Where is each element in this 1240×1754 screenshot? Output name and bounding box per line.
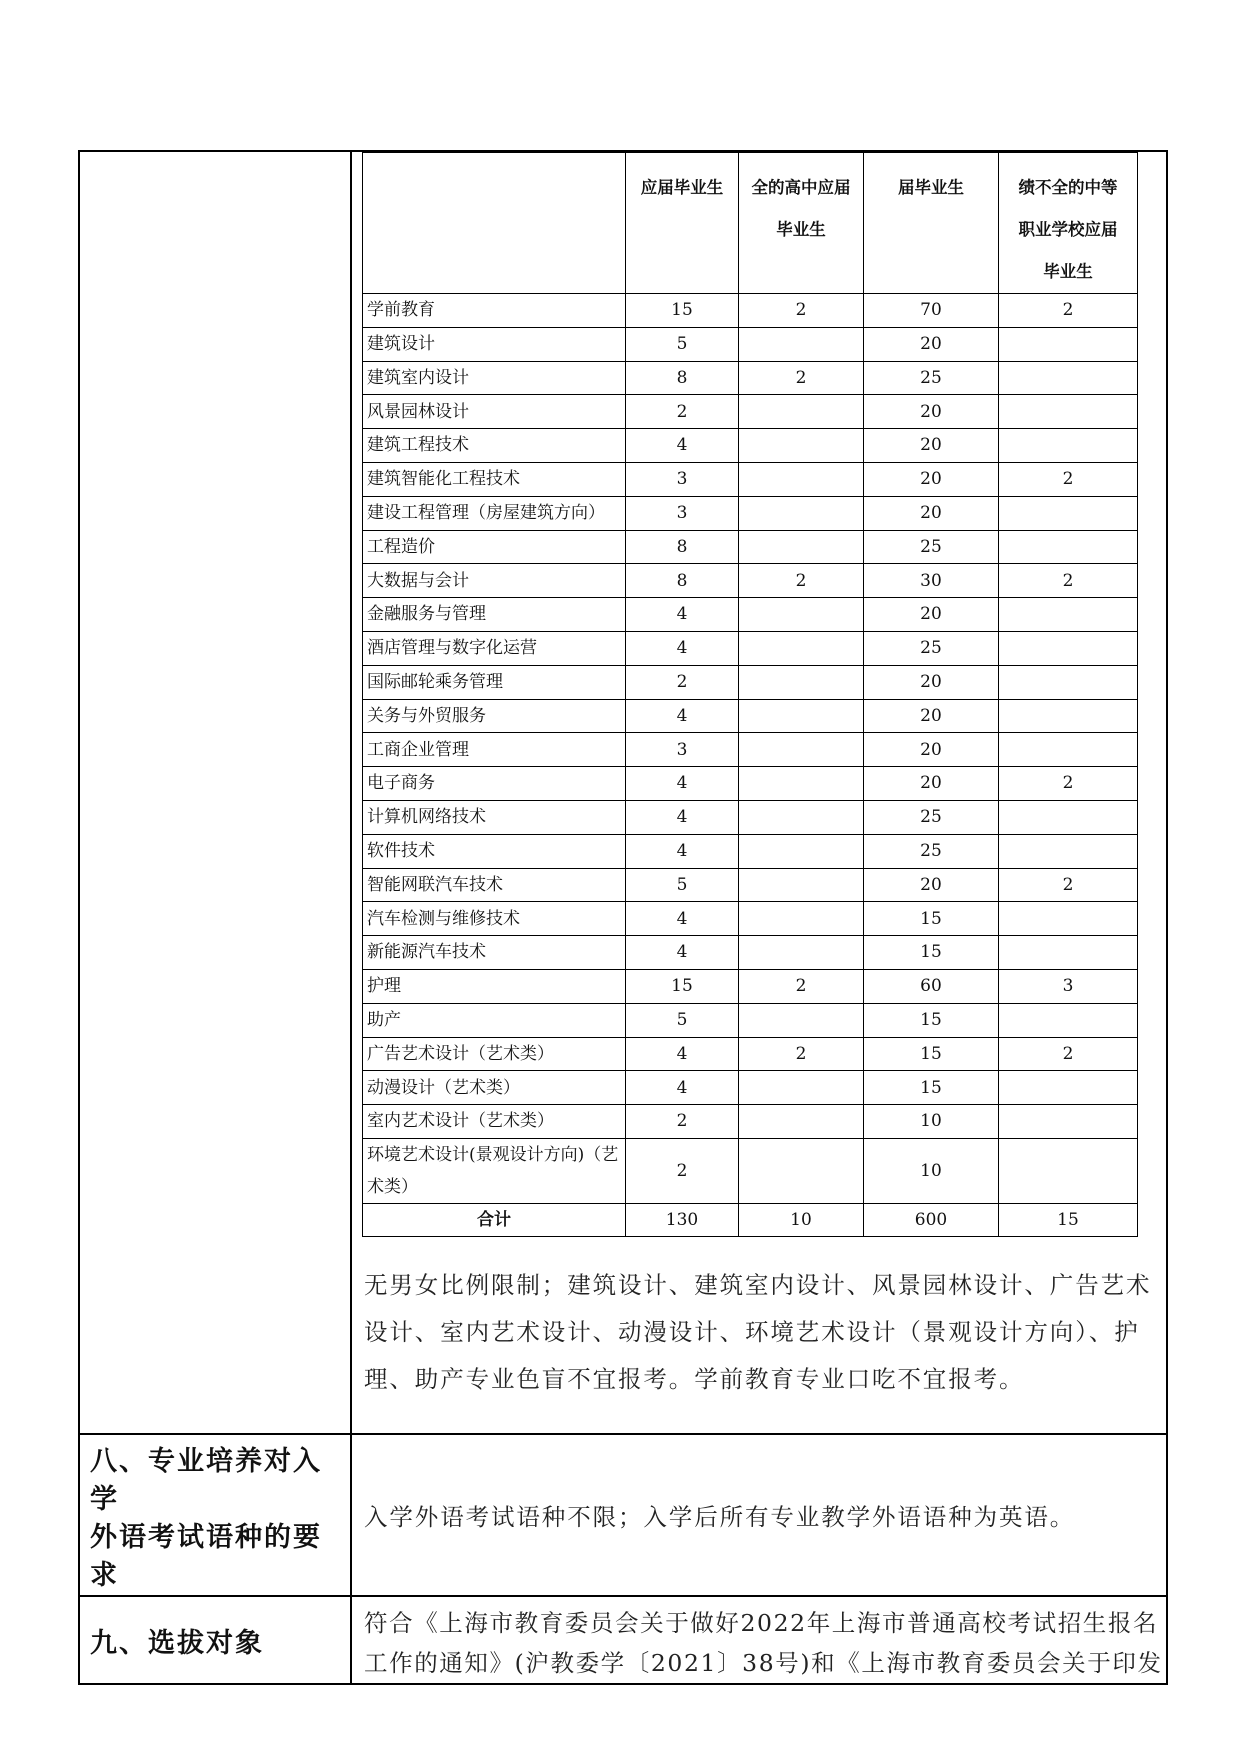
quota-high-school [739, 327, 864, 361]
quota-high-school [739, 902, 864, 936]
table-row [363, 902, 1138, 936]
quota-vocational: 15 [864, 1003, 999, 1037]
column-header-4 [999, 153, 1138, 294]
major-name: 新能源汽车技术 [363, 936, 626, 970]
quota-vocational: 20 [864, 462, 999, 496]
quota-high-school [739, 699, 864, 733]
quota-high-school [739, 395, 864, 429]
enrollment-cell [351, 151, 1167, 1434]
section-8-title-line1: 八、专业培养对入学 [90, 1446, 322, 1515]
total-vocational: 600 [864, 1203, 999, 1236]
table-row [363, 1037, 1138, 1071]
major-name: 助产 [363, 1003, 626, 1037]
column-header-line: 职业学校应届 [1018, 220, 1118, 239]
quota-high-school [739, 530, 864, 564]
quota-graduates: 4 [626, 902, 739, 936]
quota-graduates: 8 [626, 361, 739, 395]
quota-incomplete-vocational [999, 631, 1138, 665]
quota-high-school [739, 1003, 864, 1037]
total-row [363, 1203, 1138, 1236]
table-header-row [363, 153, 1138, 294]
major-name: 金融服务与管理 [363, 598, 626, 632]
column-header-line: 绩不全的中等 [1018, 178, 1118, 197]
quota-incomplete-vocational [999, 429, 1138, 463]
major-name: 国际邮轮乘务管理 [363, 665, 626, 699]
table-row [363, 800, 1138, 834]
section-9-content [351, 1596, 1167, 1684]
quota-graduates: 15 [626, 294, 739, 328]
column-header-line: 毕业生 [776, 220, 826, 239]
quota-incomplete-vocational: 2 [999, 294, 1138, 328]
quota-graduates: 2 [626, 665, 739, 699]
quota-high-school [739, 1071, 864, 1105]
major-name: 室内艺术设计（艺术类） [363, 1105, 626, 1139]
quota-vocational: 20 [864, 699, 999, 733]
quota-vocational: 25 [864, 631, 999, 665]
quota-vocational: 30 [864, 564, 999, 598]
quota-vocational: 20 [864, 327, 999, 361]
quota-incomplete-vocational [999, 1003, 1138, 1037]
quota-high-school: 2 [739, 969, 864, 1003]
table-row [363, 462, 1138, 496]
quota-incomplete-vocational: 2 [999, 868, 1138, 902]
quota-high-school: 2 [739, 361, 864, 395]
restriction-note: 无男女比例限制；建筑设计、建筑室内设计、风景园林设计、广告艺术设计、室内艺术设计、动漫设计、环境艺术设计（景观设计方向）、护理、助产专业色盲不宜报考。学前教育专业口吃不宜报考。 [364, 1271, 1152, 1393]
quota-graduates: 2 [626, 395, 739, 429]
quota-graduates: 2 [626, 1138, 739, 1203]
quota-vocational: 20 [864, 868, 999, 902]
major-name: 建筑工程技术 [363, 429, 626, 463]
table-row [363, 936, 1138, 970]
quota-vocational: 20 [864, 733, 999, 767]
quota-vocational: 15 [864, 902, 999, 936]
quota-incomplete-vocational: 2 [999, 1037, 1138, 1071]
quota-incomplete-vocational [999, 361, 1138, 395]
quota-incomplete-vocational: 2 [999, 564, 1138, 598]
table-row [363, 429, 1138, 463]
quota-graduates: 4 [626, 699, 739, 733]
quota-incomplete-vocational [999, 699, 1138, 733]
table-row [363, 767, 1138, 801]
major-name: 计算机网络技术 [363, 800, 626, 834]
major-name: 工程造价 [363, 530, 626, 564]
major-name: 软件技术 [363, 834, 626, 868]
quota-high-school [739, 598, 864, 632]
quota-incomplete-vocational [999, 800, 1138, 834]
quota-high-school [739, 936, 864, 970]
major-name: 环境艺术设计(景观设计方向)（艺术类） [363, 1138, 626, 1203]
quota-graduates: 4 [626, 800, 739, 834]
major-name: 学前教育 [363, 294, 626, 328]
left-empty-cell [79, 151, 351, 1434]
quota-incomplete-vocational: 3 [999, 969, 1138, 1003]
quota-vocational: 20 [864, 496, 999, 530]
quota-high-school [739, 496, 864, 530]
quota-high-school [739, 834, 864, 868]
table-row [363, 733, 1138, 767]
quota-high-school: 2 [739, 564, 864, 598]
quota-incomplete-vocational [999, 936, 1138, 970]
section-8-title [79, 1434, 351, 1596]
major-name: 建筑室内设计 [363, 361, 626, 395]
outer-table [78, 150, 1168, 1685]
quota-graduates: 4 [626, 936, 739, 970]
table-row [363, 1138, 1138, 1203]
quota-graduates: 8 [626, 530, 739, 564]
major-name: 酒店管理与数字化运营 [363, 631, 626, 665]
total-graduates: 130 [626, 1203, 739, 1236]
quota-vocational: 20 [864, 395, 999, 429]
column-header-3 [864, 153, 999, 294]
table-row [363, 327, 1138, 361]
section-8-title-line2: 外语考试语种的要求 [90, 1522, 322, 1591]
column-header-1 [626, 153, 739, 294]
table-row [363, 834, 1138, 868]
table-row [363, 969, 1138, 1003]
enrollment-table [362, 152, 1138, 1237]
quota-high-school: 2 [739, 294, 864, 328]
table-row [363, 1071, 1138, 1105]
quota-vocational: 25 [864, 361, 999, 395]
quota-vocational: 15 [864, 1071, 999, 1105]
column-header-0 [363, 153, 626, 294]
section-8-content: 入学外语考试语种不限；入学后所有专业教学外语语种为英语。 [351, 1434, 1167, 1596]
quota-vocational: 20 [864, 767, 999, 801]
quota-graduates: 4 [626, 1071, 739, 1105]
column-header-line: 全的高中应届 [751, 178, 851, 197]
quota-high-school [739, 631, 864, 665]
section-9-title: 九、选拔对象 [79, 1596, 351, 1684]
quota-incomplete-vocational [999, 902, 1138, 936]
quota-graduates: 5 [626, 327, 739, 361]
major-name: 建设工程管理（房屋建筑方向） [363, 496, 626, 530]
quota-vocational: 20 [864, 429, 999, 463]
major-name: 广告艺术设计（艺术类） [363, 1037, 626, 1071]
quota-incomplete-vocational [999, 1071, 1138, 1105]
quota-incomplete-vocational [999, 834, 1138, 868]
quota-vocational: 25 [864, 834, 999, 868]
quota-graduates: 4 [626, 429, 739, 463]
quota-incomplete-vocational: 2 [999, 462, 1138, 496]
total-high-school: 10 [739, 1203, 864, 1236]
total-label: 合计 [363, 1203, 626, 1236]
major-name: 大数据与会计 [363, 564, 626, 598]
table-row [363, 361, 1138, 395]
quota-vocational: 10 [864, 1105, 999, 1139]
quota-graduates: 15 [626, 969, 739, 1003]
major-name: 护理 [363, 969, 626, 1003]
quota-graduates: 4 [626, 1037, 739, 1071]
quota-vocational: 70 [864, 294, 999, 328]
quota-high-school [739, 429, 864, 463]
quota-incomplete-vocational [999, 496, 1138, 530]
quota-incomplete-vocational: 2 [999, 767, 1138, 801]
quota-incomplete-vocational [999, 733, 1138, 767]
major-name: 建筑智能化工程技术 [363, 462, 626, 496]
major-name: 动漫设计（艺术类） [363, 1071, 626, 1105]
quota-high-school [739, 665, 864, 699]
table-row [363, 530, 1138, 564]
major-name: 关务与外贸服务 [363, 699, 626, 733]
quota-high-school [739, 800, 864, 834]
major-name: 建筑设计 [363, 327, 626, 361]
table-row [363, 564, 1138, 598]
column-header-line: 届毕业生 [898, 178, 964, 197]
column-header-line: 应届毕业生 [640, 178, 724, 197]
quota-vocational: 20 [864, 665, 999, 699]
quota-graduates: 3 [626, 733, 739, 767]
section-9-content-line2: 工作的通知》(沪教委学〔2021〕38号)和《上海市教育委员会关于印发 [364, 1649, 1163, 1677]
quota-graduates: 8 [626, 564, 739, 598]
total-incomplete-vocational: 15 [999, 1203, 1138, 1236]
table-row [363, 631, 1138, 665]
table-row [363, 665, 1138, 699]
major-name: 工商企业管理 [363, 733, 626, 767]
quota-incomplete-vocational [999, 530, 1138, 564]
quota-vocational: 15 [864, 1037, 999, 1071]
quota-incomplete-vocational [999, 1138, 1138, 1203]
quota-incomplete-vocational [999, 395, 1138, 429]
quota-incomplete-vocational [999, 598, 1138, 632]
quota-graduates: 5 [626, 1003, 739, 1037]
table-row [363, 1003, 1138, 1037]
quota-graduates: 4 [626, 631, 739, 665]
section-9-content-line1: 符合《上海市教育委员会关于做好2022年上海市普通高校考试招生报名 [364, 1609, 1159, 1637]
quota-high-school [739, 767, 864, 801]
quota-incomplete-vocational [999, 327, 1138, 361]
quota-incomplete-vocational [999, 1105, 1138, 1139]
quota-vocational: 20 [864, 598, 999, 632]
quota-graduates: 4 [626, 834, 739, 868]
quota-high-school [739, 1105, 864, 1139]
quota-graduates: 3 [626, 496, 739, 530]
quota-graduates: 3 [626, 462, 739, 496]
quota-vocational: 15 [864, 936, 999, 970]
quota-high-school [739, 462, 864, 496]
table-row [363, 699, 1138, 733]
quota-graduates: 4 [626, 598, 739, 632]
quota-vocational: 60 [864, 969, 999, 1003]
quota-incomplete-vocational [999, 665, 1138, 699]
quota-graduates: 4 [626, 767, 739, 801]
table-row [363, 1105, 1138, 1139]
quota-graduates: 5 [626, 868, 739, 902]
table-row [363, 868, 1138, 902]
table-row [363, 395, 1138, 429]
column-header-line: 毕业生 [1043, 262, 1093, 281]
major-name: 智能网联汽车技术 [363, 868, 626, 902]
quota-high-school [739, 1138, 864, 1203]
quota-vocational: 25 [864, 530, 999, 564]
quota-vocational: 25 [864, 800, 999, 834]
quota-vocational: 10 [864, 1138, 999, 1203]
column-header-2 [739, 153, 864, 294]
quota-graduates: 2 [626, 1105, 739, 1139]
major-name: 电子商务 [363, 767, 626, 801]
quota-high-school [739, 733, 864, 767]
table-row [363, 496, 1138, 530]
major-name: 风景园林设计 [363, 395, 626, 429]
quota-high-school [739, 868, 864, 902]
table-row [363, 294, 1138, 328]
quota-high-school: 2 [739, 1037, 864, 1071]
table-row [363, 598, 1138, 632]
major-name: 汽车检测与维修技术 [363, 902, 626, 936]
